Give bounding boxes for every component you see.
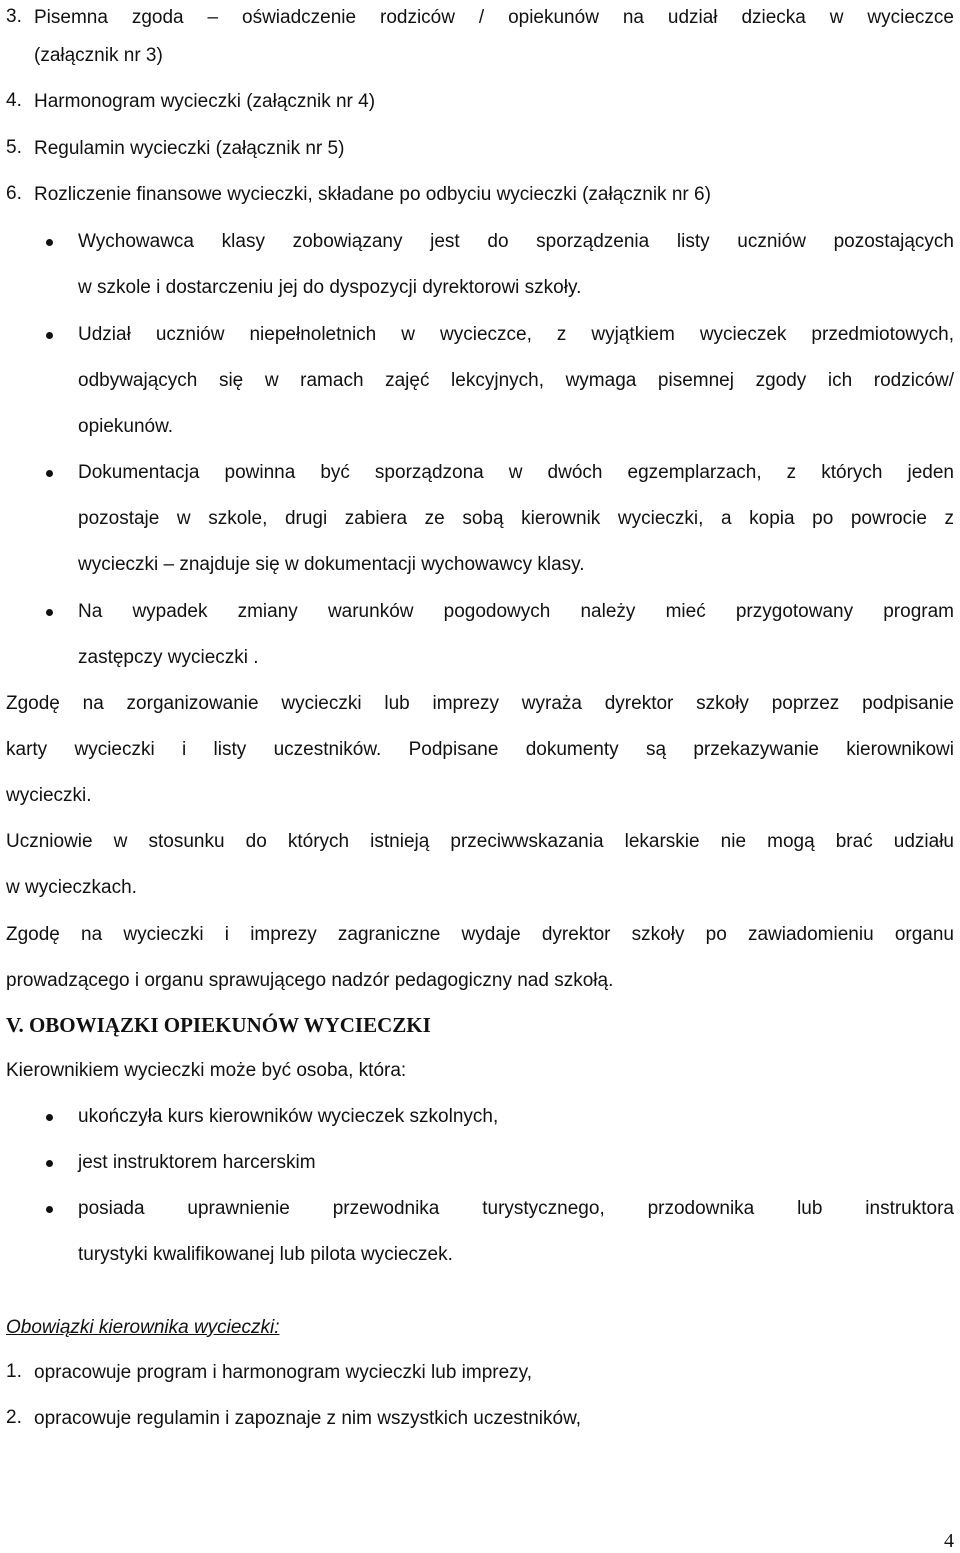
bullet-text: w szkole i dostarczeniu jej do dyspozycji dyrektorowi szkoły.	[78, 277, 582, 298]
item-text: Regulamin wycieczki (załącznik nr 5)	[34, 138, 345, 159]
item-text: (załącznik nr 3)	[34, 45, 163, 66]
bullet-icon	[46, 239, 53, 246]
bullet-icon	[46, 470, 53, 477]
item-number: 1.	[6, 1361, 22, 1382]
bullet-icon	[46, 1206, 53, 1213]
section-heading: V. OBOWIĄZKI OPIEKUNÓW WYCIECZKI	[6, 1013, 431, 1037]
paragraph-line: w wycieczkach.	[6, 877, 137, 898]
bullet-text: odbywających się w ramach zajęć lekcyjnych, wymaga pisemnej zgody ich rodziców/	[78, 370, 954, 391]
item-text: opracowuje regulamin i zapoznaje z nim wszystkich uczestników,	[34, 1408, 582, 1429]
bullet-icon	[46, 332, 53, 339]
bullet-text: Dokumentacja powinna być sporządzona w dwóch egzemplarzach, z których jeden	[78, 462, 954, 483]
bullet-text: posiada uprawnienie przewodnika turystycznego, przodownika lub instruktora	[78, 1198, 954, 1219]
bullet-icon	[46, 1114, 53, 1121]
page-number: 4	[944, 1530, 954, 1552]
item-text: Rozliczenie finansowe wycieczki, składane po odbyciu wycieczki (załącznik nr 6)	[34, 184, 711, 205]
paragraph-line: Uczniowie w stosunku do których istnieją przeciwwskazania lekarskie nie mogą brać udziału	[6, 831, 954, 852]
bullet-text: Na wypadek zmiany warunków pogodowych należy mieć przygotowany program	[78, 601, 954, 622]
item-text: Pisemna zgoda – oświadczenie rodziców / opiekunów na udział dziecka w wycieczce	[34, 7, 954, 28]
bullet-text: wycieczki – znajduje się w dokumentacji wychowawcy klasy.	[78, 554, 585, 575]
item-number: 3.	[6, 6, 22, 27]
item-number: 4.	[6, 90, 22, 111]
bullet-text: ukończyła kurs kierowników wycieczek szkolnych,	[78, 1106, 499, 1127]
bullet-text: Wychowawca klasy zobowiązany jest do sporządzenia listy uczniów pozostających	[78, 231, 954, 252]
bullet-text: jest instruktorem harcerskim	[78, 1152, 316, 1173]
bullet-text: Udział uczniów niepełnoletnich w wycieczce, z wyjątkiem wycieczek przedmiotowych,	[78, 324, 954, 345]
paragraph-line: Zgodę na wycieczki i imprezy zagraniczne wydaje dyrektor szkoły po zawiadomieniu organu	[6, 924, 954, 945]
item-number: 6.	[6, 183, 22, 204]
item-number: 5.	[6, 137, 22, 158]
paragraph-line: karty wycieczki i listy uczestników. Podpisane dokumenty są przekazywanie kierownikowi	[6, 739, 954, 760]
bullet-icon	[46, 609, 53, 616]
item-number: 2.	[6, 1407, 22, 1428]
bullet-text: turystyki kwalifikowanej lub pilota wycieczek.	[78, 1244, 453, 1265]
bullet-text: opiekunów.	[78, 416, 174, 437]
item-text: opracowuje program i harmonogram wycieczki lub imprezy,	[34, 1362, 533, 1383]
bullet-icon	[46, 1160, 53, 1167]
duties-heading: Obowiązki kierownika wycieczki:	[6, 1317, 280, 1338]
paragraph-line: prowadzącego i organu sprawującego nadzór pedagogiczny nad szkołą.	[6, 970, 614, 991]
paragraph-line: wycieczki.	[6, 785, 92, 806]
paragraph-line: Zgodę na zorganizowanie wycieczki lub imprezy wyraża dyrektor szkoły poprzez podpisanie	[6, 693, 954, 714]
leader-intro: Kierownikiem wycieczki może być osoba, która:	[6, 1060, 407, 1081]
bullet-text: pozostaje w szkole, drugi zabiera ze sobą kierownik wycieczki, a kopia po powrocie z	[78, 508, 954, 529]
bullet-text: zastępczy wycieczki .	[78, 647, 259, 668]
item-text: Harmonogram wycieczki (załącznik nr 4)	[34, 91, 376, 112]
